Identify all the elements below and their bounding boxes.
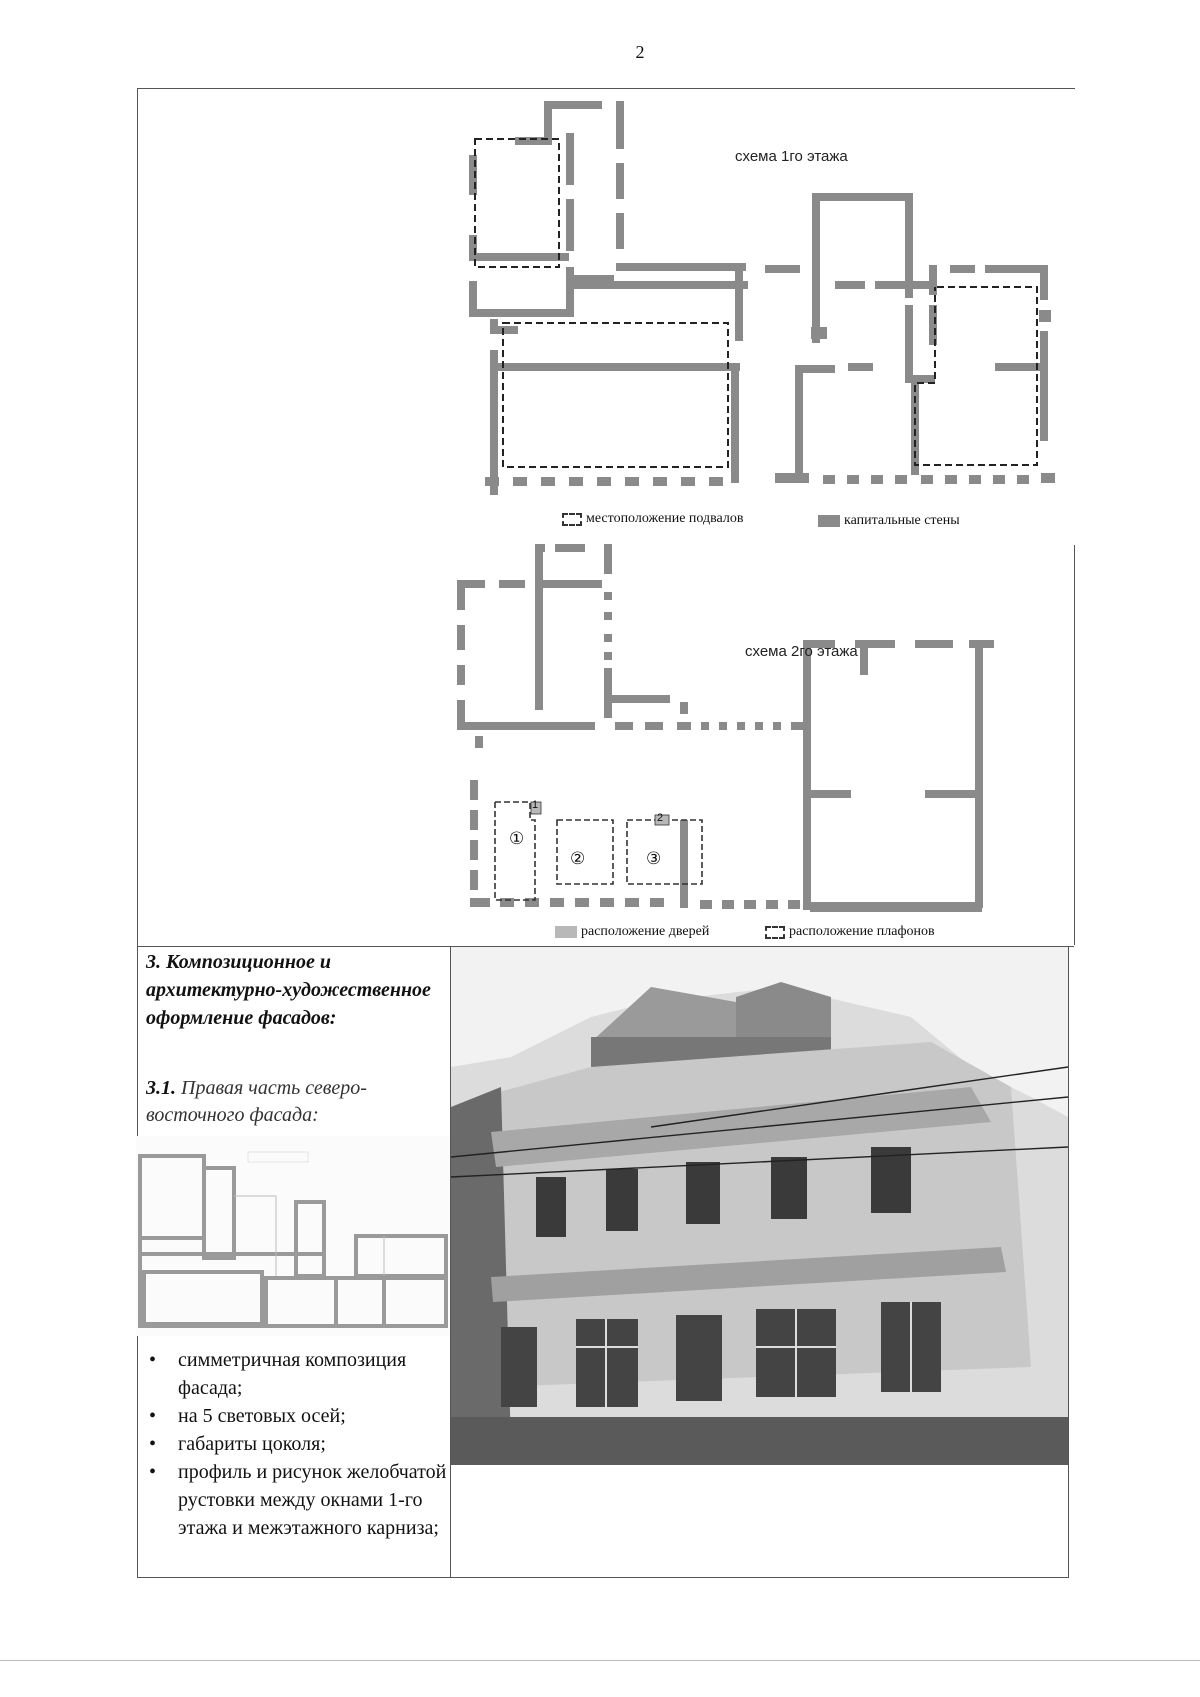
ceiling-label-1: ①: [509, 829, 525, 848]
floor-plan-thumbnail-drawing: [136, 1136, 450, 1336]
frame-left-rule: [137, 88, 138, 1578]
legend-walls-label: капитальные стены: [844, 513, 960, 528]
plan1-legend-basements: [562, 511, 744, 527]
door-label-1: 1: [532, 799, 539, 811]
section-heading-number: 3.: [146, 951, 161, 973]
plan2-legend-ceilings: [765, 924, 935, 940]
ceiling-label-2: ②: [570, 849, 586, 868]
door-label-2: 2: [657, 812, 664, 824]
door-swatch: [555, 926, 577, 938]
plan2-legend-doors: [555, 924, 709, 940]
page-number: 2: [635, 42, 645, 62]
list-item: • симметричная композиция фасада;: [146, 1346, 456, 1402]
dashed-outline-swatch-2: [765, 926, 785, 939]
legend-ceilings-label: расположение плафонов: [789, 924, 935, 939]
solid-wall-swatch: [818, 515, 840, 527]
ceiling-label-3: ③: [646, 849, 662, 868]
plan1-legend-walls: [818, 513, 960, 529]
frame-top-rule: [138, 88, 1075, 89]
facade-features-list: [146, 1346, 456, 1542]
page-bottom-rule: [0, 1660, 1200, 1661]
section-heading-text: Композиционное и архитектурно-художественное оформление фасадов:: [146, 951, 431, 1029]
subsection-heading-text: Правая часть северо-восточного фасада:: [146, 1077, 367, 1126]
list-item: • на 5 световых осей;: [146, 1402, 456, 1430]
subsection-heading-number: 3.1.: [146, 1077, 176, 1099]
list-item: • профиль и рисунок желобчатой рустовки между окнами 1-го этажа и межэтажного карниза;: [146, 1458, 456, 1542]
floor-plan-thumbnail: [136, 1136, 450, 1336]
first-floor-plan-title: схема 1го этажа: [735, 148, 848, 165]
section-heading: [146, 948, 446, 1032]
frame-right-rule-upper: [1074, 545, 1075, 945]
second-floor-plan-drawing: [455, 540, 1070, 930]
dashed-outline-swatch: [562, 513, 582, 526]
list-item: • габариты цоколя;: [146, 1430, 456, 1458]
facade-photo-drawing: [451, 947, 1068, 1465]
frame-right-rule-lower: [1068, 946, 1069, 1578]
facade-photo: [451, 947, 1068, 1465]
subsection-heading: [146, 1075, 446, 1129]
second-floor-plan: [455, 540, 1070, 930]
second-floor-plan-title: схема 2го этажа: [745, 643, 858, 660]
legend-basements-label: местоположение подвалов: [586, 511, 744, 526]
legend-doors-label: расположение дверей: [581, 924, 710, 939]
frame-bottom-rule: [137, 1577, 1069, 1578]
